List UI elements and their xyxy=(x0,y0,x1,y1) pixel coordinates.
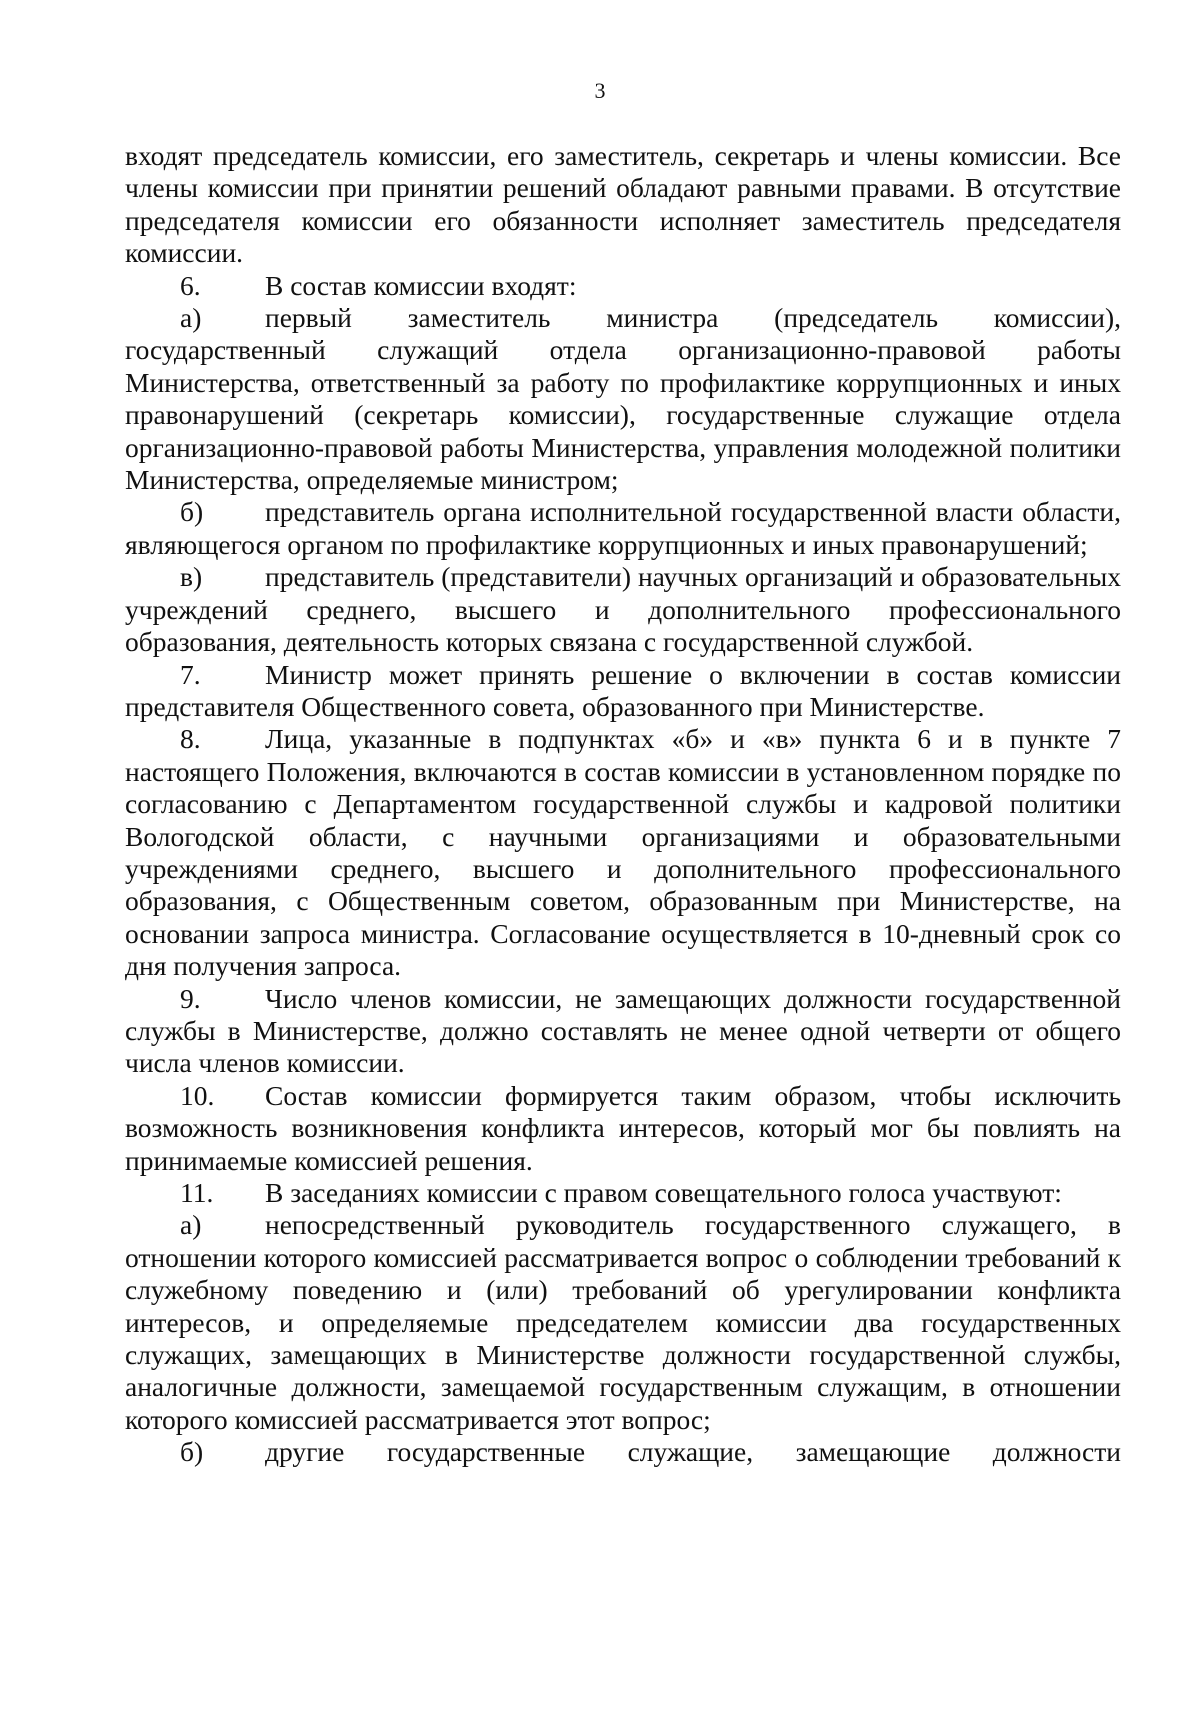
paragraph-text: Министр может принять решение о включении в состав комиссии представителя Общественного совета, образованного при Министерстве. xyxy=(125,658,1121,722)
paragraph-text: В заседаниях комиссии с правом совещательного голоса участвуют: xyxy=(265,1177,1062,1208)
paragraph-text: представитель (представители) научных организаций и образовательных учреждений среднего, высшего и дополнительного профессионального образования, деятельность которых связана с государственной службой. xyxy=(125,561,1121,658)
paragraph-item-8 xyxy=(125,723,1121,982)
item-number: а) xyxy=(180,302,202,334)
item-number: 6. xyxy=(180,269,201,301)
paragraph-text: непосредственный руководитель государственного служащего, в отношении которого комиссией рассматривается вопрос о соблюдении требований к служебному поведению и (или) требований об урегулировании конфликта интересов, и определяемые председателем комиссии два государственных служащих, замещающих в Министерстве должности государственной службы, аналогичные должности, замещаемой государственным служащим, в отношении которого комиссией рассматривается этот вопрос; xyxy=(125,1209,1121,1435)
paragraph-text: В состав комиссии входят: xyxy=(265,269,577,301)
paragraph-text: представитель органа исполнительной государственной власти области, являющегося органом по профилактике коррупционных и иных правонарушений; xyxy=(125,496,1121,560)
paragraph-subitem-11a xyxy=(125,1209,1121,1436)
item-number: 10. xyxy=(180,1079,215,1111)
item-number: а) xyxy=(180,1209,202,1241)
paragraph-item-6 xyxy=(125,270,1121,302)
paragraph-text: другие государственные служащие, замещающие должности xyxy=(265,1436,1121,1468)
document-body xyxy=(125,140,1121,1469)
paragraph-text: Число членов комиссии, не замещающих должности государственной службы в Министерстве, должно составлять не менее одной четверти от общего числа членов комиссии. xyxy=(125,982,1121,1079)
page-number: 3 xyxy=(594,78,606,103)
item-number: б) xyxy=(180,496,204,528)
paragraph-continuation xyxy=(125,140,1121,270)
paragraph-text: входят председатель комиссии, его заместитель, секретарь и члены комиссии. Все члены комиссии при принятии решений обладают равными правами. В отсутствие председателя комиссии его обязанности исполняет заместитель председателя комиссии. xyxy=(125,140,1121,269)
paragraph-item-11 xyxy=(125,1177,1121,1209)
paragraph-subitem-6b xyxy=(125,496,1121,561)
item-number: 9. xyxy=(180,982,201,1014)
paragraph-text: Состав комиссии формируется таким образом, чтобы исключить возможность возникновения конфликта интересов, который мог бы повлиять на принимаемые комиссией решения. xyxy=(125,1079,1121,1176)
paragraph-subitem-6v xyxy=(125,561,1121,658)
paragraph-item-9 xyxy=(125,983,1121,1080)
item-number: 7. xyxy=(180,658,201,690)
item-number: в) xyxy=(180,561,203,593)
item-number: 8. xyxy=(180,723,201,755)
paragraph-subitem-11b xyxy=(125,1436,1121,1468)
paragraph-text: первый заместитель министра (председатель комиссии), государственный служащий отдела организационно-правовой работы Министерства, ответственный за работу по профилактике коррупционных и иных правонарушений (секретарь комиссии), государственные служащие отдела организационно-правовой работы Министерства, управления молодежной политики Министерства, определяемые министром; xyxy=(125,302,1121,496)
item-number: б) xyxy=(180,1436,204,1468)
paragraph-text: Лица, указанные в подпунктах «б» и «в» пункта 6 и в пункте 7 настоящего Положения, включаются в состав комиссии в установленном порядке по согласованию с Департаментом государственной службы и кадровой политики Вологодской области, с научными организациями и образовательными учреждениями среднего, высшего и дополнительного профессионального образования, с Общественным советом, образованным при Министерстве, на основании запроса министра. Согласование осуществляется в 10-дневный срок со дня получения запроса. xyxy=(125,723,1121,982)
paragraph-item-10 xyxy=(125,1080,1121,1177)
item-number: 11. xyxy=(180,1177,214,1208)
paragraph-item-7 xyxy=(125,659,1121,724)
paragraph-subitem-6a xyxy=(125,302,1121,496)
